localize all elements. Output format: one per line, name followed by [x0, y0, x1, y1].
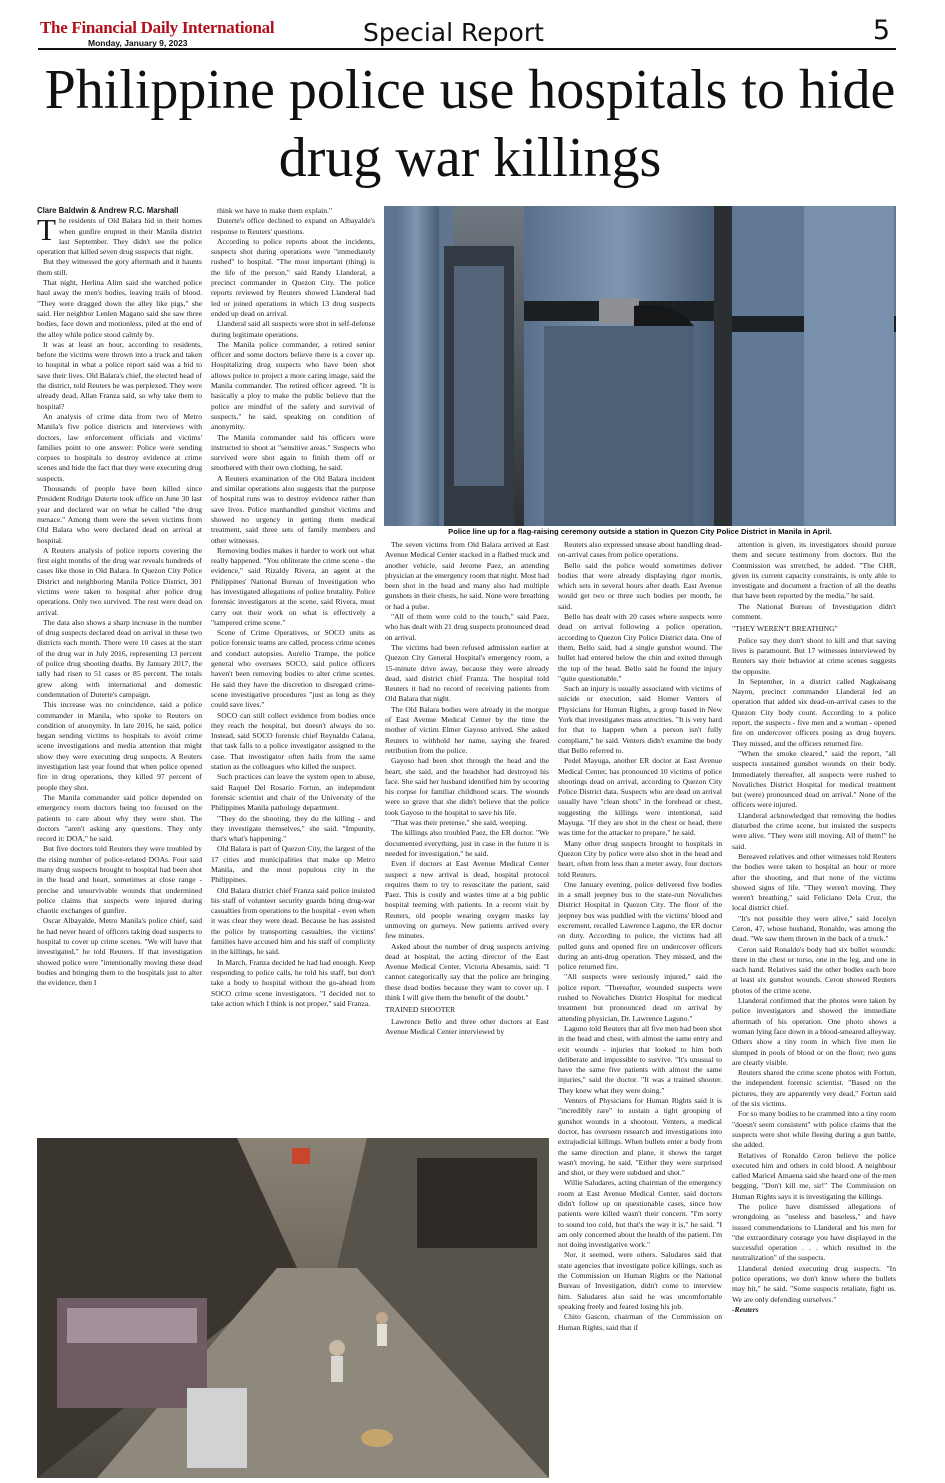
police-lineup-illustration	[384, 206, 896, 526]
paragraph: Reuters shared the crime scene photos with Fortun, the independent forensic scientist. "Based on the pictures, they are apparently very dead," Fortun said of the six victims.	[732, 1068, 896, 1109]
section-name: Special Report	[363, 18, 544, 47]
paragraph: Many other drug suspects brought to hospitals in Quezon City by police were also shot in the head and heart, often from less than a meter away, four doctors told Reuters.	[558, 838, 722, 879]
paragraph: A Reuters analysis of police reports covering the first eight months of the drug war reveals hundreds of cases like those in Old Balara. In Quezon City Police District and neighboring Manila Police District, 301 victims were taken to hospital after police drug operations. Only two survived. The rest were dead on arrival.	[37, 545, 202, 617]
paragraph: Police say they don't shoot to kill and that saving lives is paramount. But 17 witnesses interviewed by Reuters say their behavior at crime scenes suggests the opposite.	[732, 635, 896, 676]
paragraph: Willie Saludares, acting chairman of the emergency room at East Avenue Medical Center, said doctors didn't follow up on questionable cases, since how patients were killed wasn't their concern. "I'm sorry to sound too cold, but that's the way it is," he said. "I am only concerned about the health of the patient. I'm not doing investigative work."	[558, 1178, 722, 1250]
paragraph: Bello has dealt with 20 cases where suspects were dead on arrival following a police operation, according to Quezon City Police District data. One of them, Bello said, had a single gunshot wound. The bullet had entered below the chin and exited through the top of the head. Bello said he found the injury "quite questionable."	[558, 612, 722, 683]
masthead	[38, 16, 898, 50]
paragraph: The Manila commander said police depended on emergency room doctors being too focused on the patients to care about why they were shot. The doctors "aren't asking any questions. They only record it: DOA," he said.	[37, 792, 202, 844]
paragraph-list	[558, 540, 722, 1333]
paragraph: A Reuters examination of the Old Balara incident and similar operations also suggests that the purpose of hospital runs was to destroy evidence rather than save lives. Police manhandled gunshot victims and showed no urgency in getting them medical treatment, said three sets of family members and other witnesses.	[211, 473, 375, 545]
paragraph-list	[211, 206, 375, 1009]
paragraph: Lawrence Bello and three other doctors at East Avenue Medical Center interviewed by	[385, 1016, 549, 1036]
paragraph: Llanderal acknowledged that removing the bodies disturbed the crime scene, but insisted the suspects were alive. "They were still moving. All of them!" he said.	[732, 810, 896, 851]
paragraph-list	[385, 540, 549, 1003]
paragraph: Asked about the number of drug suspects arriving dead at hospital, the acting director of the East Avenue Medical Center, Victoria Abesamis, said: "I cannot categorically say that the police are bringing these dead bodies because they want to cover up. I think I will give them the benefit of the doubt."	[385, 941, 549, 1003]
article-column-3	[385, 540, 549, 1132]
paragraph: According to police reports about the incidents, suspects shot during operations were "immediately rushed" to hospital. "The most important (thing) is the life of the person," said Randy Llanderal, a precinct commander in Quezon City. The police reports reviewed by Reuters showed Llanderal had led or joined operations in which 13 drug suspects ended up dead on arrival.	[211, 236, 375, 318]
paragraph: Llanderal said all suspects were shot in self-defense during legitimate operations.	[211, 319, 375, 339]
paragraph: It was at least an hour, according to residents, before the victims were thrown into a truck and taken to hospital in what a police report said was a bid to save their lives. Old Balara's chief, the elected head of the district, told Reuters he was perplexed. They were already dead, Allan Franza said, so why take them to hospital?	[37, 339, 202, 411]
paragraph: Thousands of people have been killed since President Rodrigo Duterte took office on June 30 last year and declared war on what he called "the drug menace." Among them were the seven victims from Old Balara who were declared dead on arrival at hospital.	[37, 484, 202, 545]
paragraph: The Manila police commander, a retired senior officer and some doctors believe there is a cover up. Hospitalizing drug suspects who have been shot allows police to project a more caring image, said the Manila commander. The retired officer agreed. "It is basically a ploy to make the public believe that the police are mindful of the safety and survival of suspects," he said, speaking on condition of anonymity.	[211, 339, 375, 432]
newspaper-name: The Financial Daily International	[40, 18, 275, 37]
paragraph: The killings also troubled Paez, the ER doctor. "We documented everything, just in case in the future it is needed for investigation," he said.	[385, 828, 549, 858]
issue-date: Monday, January 9, 2023	[88, 38, 188, 48]
paragraph: Duterte's office declined to expand on Albayalde's response to Reuters' questions.	[211, 216, 375, 236]
paragraph: That night, Herlina Alim said she watched police haul away the men's bodies, leaving trails of blood. "They were dragged down the alley like pigs," she said. Her neighbor Lenlen Magano said she saw three bodies, face down and motionless, piled at the end of the alley while police stood calmly by.	[37, 278, 202, 339]
paragraph: SOCO can still collect evidence from bodies once they reach the hospital, but doesn't always do so. Instead, said SOCO forensic chief Reynaldo Calaoa, that task falls to a police investigator assigned to the case. That investigator often hails from the same station as the colleagues who killed the suspect.	[211, 710, 375, 772]
paragraph: Old Balara district chief Franza said police insisted his staff of volunteer security guards bring drug-war casualties from operations to the hospital - even when it was clear they were dead. Because he has assisted the police by transporting casualties, the victims' families have accused him and his staff of complicity in the killings, he said.	[211, 885, 375, 957]
headline: Philippine police use hospitals to hide drug war killings	[44, 59, 896, 190]
paragraph: Relatives of Ronaldo Ceron believe the police executed him and others in cold blood. A neighbour called Maricel Amaena said she heard one of the men begging, "Don't kill me, sir!" The Commission on Human Rights says it is investigating the killings.	[732, 1150, 896, 1201]
paragraph: The National Bureau of Investigation didn't comment.	[732, 601, 896, 622]
article-column-1	[37, 206, 202, 1131]
paragraph: Even if doctors at East Avenue Medical Center suspect a new arrival is dead, hospital protocol requires them to try to resuscitate the patient, said Paez. This is costly and wastes time at a big public hospital teeming with patients. In a recent visit by Reuters, old people wearing oxygen masks lay unmoving on gurneys. New patients arrived every few minutes.	[385, 859, 549, 941]
page-number: 5	[872, 15, 890, 46]
paragraph: Ceron said Ronaldo's body had six bullet wounds: three in the chest or torso, one in the leg, and one in each hand. Relatives said the other bodies each bore at least six gunshot wounds. Ceron showed Reuters photos of the crime scene.	[732, 944, 896, 995]
paragraph: Scene of Crime Operatives, or SOCO units as police forensic teams are called, process crime scenes and conduct autopsies. Aurelio Trampe, the police general who oversees SOCO, said police officers haven't been removing bodies to alter crime scenes. He said they have the discretion to disregard crime-scene investigative procedures "just as long as they could save lives."	[211, 628, 375, 710]
paragraph: Bereaved relatives and other witnesses told Reuters the bodies were taken to hospital an hour or more after the shooting, and that none of the victims showed signs of life. "They weren't moving. They weren't breathing," said Feliciano Dela Cruz, the local district chief.	[732, 851, 896, 913]
paragraph: But they witnessed the gory aftermath and it haunts them still.	[37, 257, 202, 277]
article-column-5	[732, 540, 896, 1482]
drop-cap: T	[37, 212, 56, 248]
paragraph: Oscar Albayalde, Metro Manila's police chief, said he had never heard of officers taking dead suspects to hospital to cover up crime scenes. "We will have that investigated," he told Reuters. If that investigation showed police were "intentionally moving these dead bodies and bringing them to the hospitals just to alter the evidence, then I	[37, 916, 202, 988]
paragraph: Old Balara is part of Quezon City, the largest of the 17 cities and municipalities that make up Metro Manila, and the most populous city in the Philippines.	[211, 844, 375, 885]
paragraph-list	[732, 540, 896, 622]
lead-paragraph	[37, 212, 202, 257]
alley-scene-illustration	[37, 1138, 549, 1478]
paragraph-list	[37, 257, 202, 988]
article-column-2	[211, 206, 375, 1131]
paragraph: The data also shows a sharp increase in the number of drug suspects declared dead on arrival in these two districts each month. There were 10 cases at the start of the drug war in July 2016, representing 13 percent of police drug shooting deaths. By January 2017, the tally had risen to 51 cases or 85 percent. The totals grew along with international and domestic condemnation of Duterte's campaign.	[37, 617, 202, 699]
paragraph: The police have dismissed allegations of wrongdoing as "useless and baseless," and have issued commendations to Llanderal and his men for "the extraordinary courage you have displayed in the successful operation . . . which resulted in the neutralization" of the suspects.	[732, 1202, 896, 1263]
paragraph: An analysis of crime data from two of Metro Manila's five police districts and interviews with doctors, law enforcement officials and victims' families point to one answer: Police were sending corpses to hospitals to destroy evidence at crime scenes and hide the fact that they were executing drug suspects.	[37, 411, 202, 483]
subhead-they-werent-breathing: "THEY WEREN'T BREATHING"	[732, 624, 838, 634]
photo-caption: Police line up for a flag-raising ceremony outside a station in Quezon City Police District in Manila in April.	[448, 527, 832, 536]
paragraph: Reuters also expressed unease about handling dead-on-arrival cases from police operations.	[558, 540, 722, 560]
paragraph: "It's not possible they were alive," said Jocelyn Ceron, 47, whose husband, Ronaldo, was among the dead. "We saw them thrown in the back of a truck."	[732, 913, 896, 944]
masthead-rule	[38, 48, 896, 50]
paragraph: Gayoso had been shot through the head and the heart, she said, and the headshot had destroyed his face. She said her husband identified him by scouring his corpse for familiar childhood scars. The wounds were so grave that she didn't believe that the police took Gayoso to the hospital to save his life.	[385, 756, 549, 817]
paragraph: Bello said the police would sometimes deliver bodies that were already displaying rigor mortis, which sets in several hours after death. East Avenue would get two or three such bodies per month, he said.	[558, 560, 722, 611]
paragraph-list	[732, 636, 896, 1305]
paragraph: Such an injury is usually associated with victims of suicide or execution, said Homer Venters of Physicians for Human Rights, a group based in New York that investigates mass atrocities. "It is very hard for that to happen when a person isn't fully compliant," he said. Venters didn't examine the body that Bello referred to.	[558, 684, 722, 755]
police-lineup-photo	[384, 206, 896, 526]
paragraph: "All suspects were seriously injured," said the police report. "Thereafter, wounded suspects were rushed to Novaliches District Hospital for medical treatment but pronounced dead on arrival by attending physician, Dr. Lawrence Laguno."	[558, 972, 722, 1023]
signoff: -Reuters	[732, 1304, 759, 1314]
paragraph: Removing bodies makes it harder to work out what really happened. "You obliterate the crime scene - the evidence," said Rizaldy Rivera, an agent at the Philippines' National Bureau of Investigation who has investigated allegations of police brutality. Police forensic investigators at the scene, said Rivera, must carry out their work on what is effectively a "tampered crime scene."	[211, 545, 375, 627]
byline: Clare Baldwin & Andrew R.C. Marshall	[37, 206, 179, 215]
paragraph: Venters of Physicians for Human Rights said it is "incredibly rare" to sustain a tight grouping of gunshot wounds in a shootout. Venters, a medical doctor, has overseen research and investigations into extrajudicial killings. When bullets enter a body from the same direction and plane, it shows the target wasn't moving, he said. "Either they were surprised and shot, or they were subdued and shot."	[558, 1096, 722, 1178]
paragraph: One January evening, police delivered five bodies in a small jeepney bus to the state-run Novaliches District Hospital in Quezon City. The floor of the jeepney bus was puddled with the victims' blood and excrement, recalled Lawrence Laguno, the ER doctor on duty. According to police, the victims had all pulled guns and opened fire on undercover officers during an anti-drug operation. They missed, and the police returned fire.	[558, 879, 722, 972]
paragraph: This increase was no coincidence, said a police commander in Manila, who spoke to Reuters on condition of anonymity. In late 2016, he said, police began sending victims to hospitals to avoid crime scene investigations and media attention that might show they were executing drug suspects. A Reuters investigation last year found that when police opened fire in drug operations, they killed 97 percent of people they shot.	[37, 700, 202, 792]
paragraph: Llanderal denied executing drug suspects. "In police operations, we don't know where the bullets may hit," he said. "Some suspects retaliate, fight us. We are only defending ourselves."	[732, 1263, 896, 1304]
paragraph: think we have to make them explain."	[217, 206, 333, 215]
article-column-4	[558, 540, 722, 1482]
paragraph: The Manila commander said his officers were instructed to shoot at "sensitive areas." Suspects who survived were shot again to finish them off or smothered with their own clothing, he said.	[211, 432, 375, 473]
paragraph: "All of them were cold to the touch," said Paez, who has dealt with 21 drug suspects pronounced dead on arrival.	[385, 612, 549, 642]
paragraph: "That was their pretense," she said, weeping.	[391, 818, 528, 828]
paragraph: The seven victims from Old Balara arrived at East Avenue Medical Center stacked in a flatbed truck and another vehicle, said Jerome Paez, an attending physician at the emergency room that night. Most had been shot in the head and many also had multiple gunshots in their chests, he said. None were breathing or had a pulse.	[385, 540, 549, 611]
paragraph: In March, Franza decided he had had enough. Keep responding to police calls, he told his staff, but don't take a body to hospital without the go-ahead from SOCO crime scene investigators. "I decided not to take action which I think is not proper," said Franza.	[211, 957, 375, 1008]
paragraph: Such practices can leave the system open to abuse, said Raquel Del Rosario Fortun, an independent forensic scientist and chair of the University of the Philippines Manila pathology department.	[211, 772, 375, 813]
lead-text: he residents of Old Balara hid in their homes when gunfire erupted in their Manila district last September. They didn't see the police operation that killed seven drug suspects that night.	[37, 216, 202, 257]
paragraph: Nor, it seemed, were others. Saludares said that state agencies that investigate police killings, such as the Commission on Human Rights or the National Bureau of Investigation, didn't come to interview him. Saludares also said he was uncomfortable speaking freely and feared losing his job.	[558, 1250, 722, 1311]
paragraph: But five doctors told Reuters they were troubled by the rising number of police-related DOAs. Four said many drug suspects brought to hospital had been shot in the head and heart, sometimes at close range - precise and unsurvivable wounds that undermined police claims that suspects were injured during chaotic exchanges of gunfire.	[37, 844, 202, 916]
paragraph: The victims had been refused admission earlier at Quezon City General Hospital's emergency room, a 15-minute drive away, because they were already dead, said district chief Franza. The hospital told Reuters it had no record of receiving patients from Old Balara that night.	[385, 642, 549, 704]
alley-scene-photo	[37, 1138, 549, 1478]
paragraph: "They do the shooting, they do the killing - and they investigate themselves," she said. "Impunity, that's what's happening."	[211, 813, 375, 844]
paragraph: Laguno told Reuters that all five men had been shot in the head and chest, with almost the same entry and exit wounds - injuries that looked to him both deliberate and impossible to survive. "It's unusual to have the same five patients with almost the same injuries," said the doctor. "It was a trained shooter. They knew what they were doing."	[558, 1023, 722, 1095]
paragraph: Chito Gascon, chairman of the Commission on Human Rights, said that if	[558, 1312, 722, 1332]
paragraph: "When the smoke cleared," said the report, "all suspects sustained gunshot wounds on their body. Immediately thereafter, all suspects were rushed to Novaliches District Hospital for medical treatment but (were) pronounced dead on arrival." None of the officers were injured.	[732, 748, 896, 810]
paragraph: The Old Balara bodies were already in the morgue of East Avenue Medical Center by the time the mother of victim Elmer Gayoso arrived. She asked Reuters to withhold her name, saying she feared retribution from the police.	[385, 704, 549, 755]
subhead-trained-shooter: TRAINED SHOOTER	[385, 1005, 456, 1015]
paragraph: For so many bodies to be crammed into a tiny room "doesn't seem consistent" with police claims that the suspects were shot while fleeing during a gun battle, she added.	[732, 1109, 896, 1150]
paragraph: Llanderal confirmed that the photos were taken by police investigators and showed the immediate aftermath of his operation. One photo shows a woman lying face down in a blood-smeared alleyway. Others show a tiny room in which five men lie slumped in pools of blood or on the floor; two guns are clearly visible.	[732, 996, 896, 1067]
paragraph: attention is given, its investigators should pursue them and secure testimony from doctors. But the Commission was stretched, he added. "The CHR, given its current capacity constraints, is only able to investigate and document a fraction of all the deaths that have been reported by the media," he said.	[732, 540, 896, 601]
paragraph: In September, in a district called Nagkaisang Nayon, precinct commander Llanderal led an operation that added six dead-on-arrival cases to the Quezon City body count. According to a police report, the suspects - five men and a woman - opened fire on undercover officers posing as drug buyers. They missed, and the officers returned fire.	[732, 676, 896, 748]
paragraph: Pedel Mayuga, another ER doctor at East Avenue Medical Center, has pronounced 10 victims of police shootings dead on arrival, according to Quezon City Police District data. Suspects who are dead on arrival usually have "clean shots" in the forehead or chest, suggesting the killings were intentional, said Mayuga. "If they are shot in the chest or head, there was time for the attacker to prepare," he said.	[558, 756, 722, 838]
